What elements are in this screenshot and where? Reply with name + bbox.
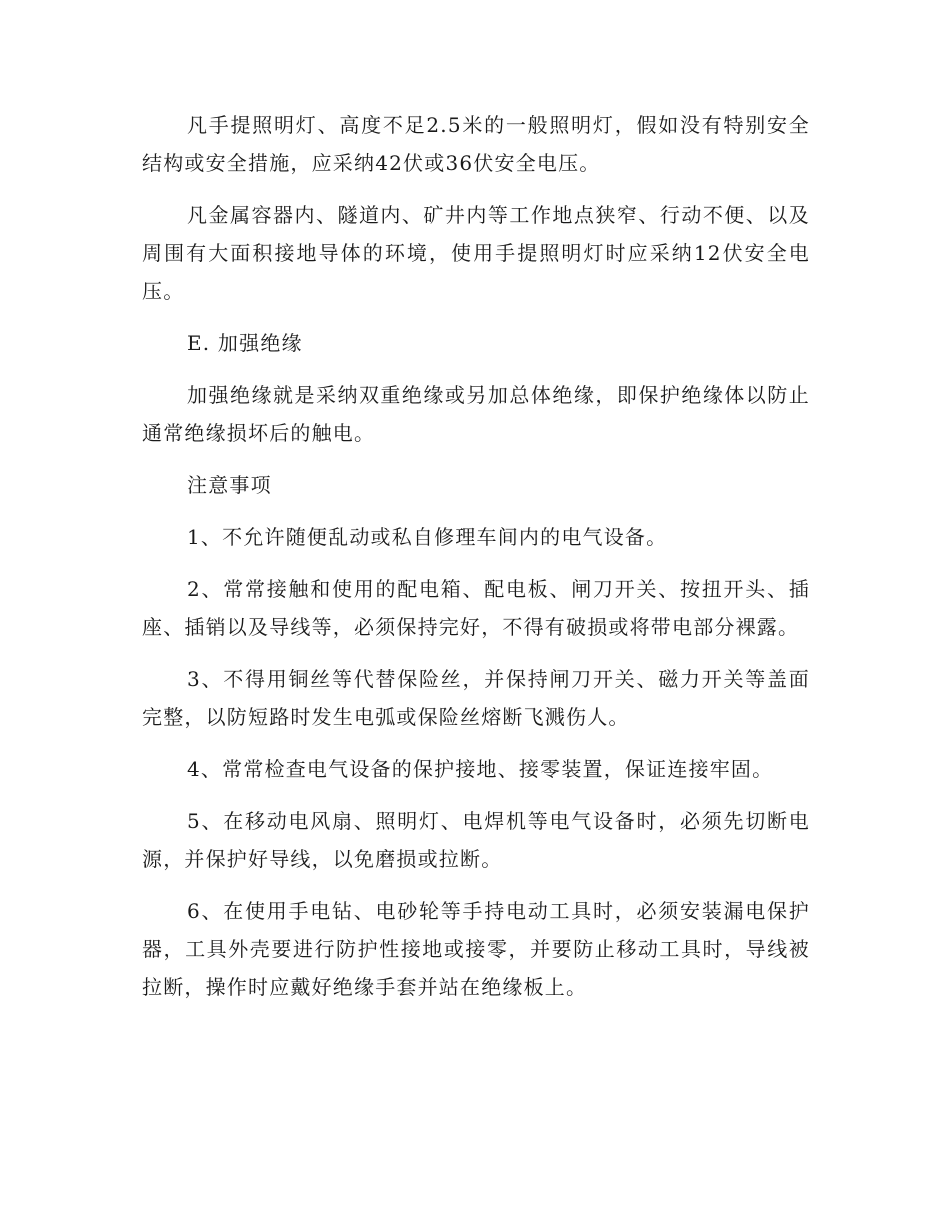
section-heading-reinforced-insulation: E. 加强绝缘 — [187, 331, 303, 355]
document-body — [142, 106, 810, 1020]
section-heading-precautions: 注意事项 — [187, 473, 272, 497]
paragraph-lighting-voltage: 凡手提照明灯、高度不足2.5米的一般照明灯，假如没有特别安全结构或安全措施，应采纳42伏或36伏安全电压。 — [142, 113, 810, 175]
list-item-precaution-5: 5、在移动电风扇、照明灯、电焊机等电气设备时，必须先切断电源，并保护好导线，以免磨损或拉断。 — [142, 809, 810, 871]
list-item-precaution-2: 2、常常接触和使用的配电箱、配电板、闸刀开关、按扭开头、插座、插销以及导线等，必须保持完好，不得有破损或将带电部分裸露。 — [142, 577, 810, 639]
list-item-precaution-3: 3、不得用铜丝等代替保险丝，并保持闸刀开关、磁力开关等盖面完整，以防短路时发生电弧或保险丝熔断飞溅伤人。 — [142, 667, 810, 729]
list-item-precaution-4: 4、常常检查电气设备的保护接地、接零装置，保证连接牢固。 — [187, 757, 774, 781]
paragraph-reinforced-insulation: 加强绝缘就是采纳双重绝缘或另加总体绝缘，即保护绝缘体以防止通常绝缘损坏后的触电。 — [142, 383, 810, 445]
paragraph-confined-space-voltage: 凡金属容器内、隧道内、矿井内等工作地点狭窄、行动不便、以及周围有大面积接地导体的环境，使用手提照明灯时应采纳12伏安全电压。 — [142, 203, 810, 303]
list-item-precaution-1: 1、不允许随便乱动或私自修理车间内的电气设备。 — [187, 525, 668, 549]
list-item-precaution-6: 6、在使用手电钻、电砂轮等手持电动工具时，必须安装漏电保护器，工具外壳要进行防护性接地或接零，并要防止移动工具时，导线被拉断，操作时应戴好绝缘手套并站在绝缘板上。 — [142, 899, 810, 999]
